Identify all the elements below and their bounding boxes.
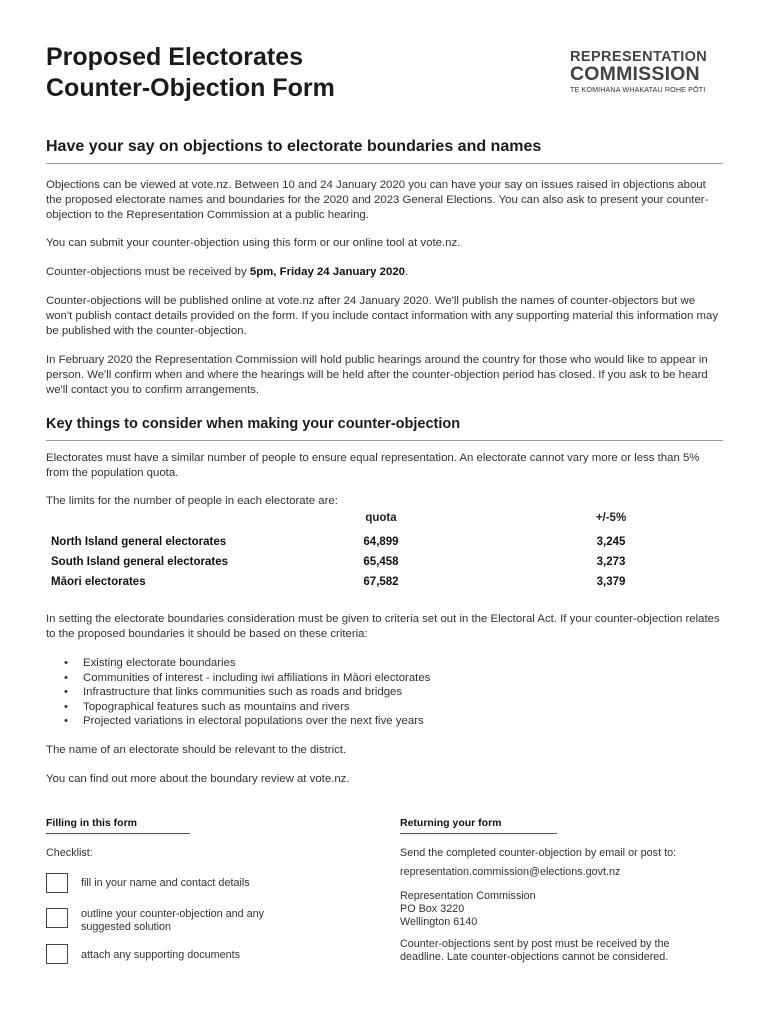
- address-line-2: PO Box 3220: [400, 903, 465, 916]
- electorate-quota: 65,458: [363, 556, 399, 568]
- publication-paragraph: Counter-objections will be published online at vote.nz after 24 January 2020. We'll publish the names of counter-objectors but we won't publish contact details provided on the form. If you include contact information with any supporting material this information may be published with the counter-objection.: [46, 295, 719, 337]
- logo-line-3: TE KOMIHANA WHAKATAU ROHE PŌTI: [570, 85, 706, 94]
- page-title: [46, 42, 466, 104]
- commission-email-link[interactable]: representation.commission@elections.govt.nz: [400, 866, 621, 878]
- list-item: • Communities of interest - including iwi affiliations in Māori electorates: [64, 671, 430, 686]
- title-line-2: Counter-Objection Form: [46, 74, 335, 102]
- electorate-name: South Island general electorates: [51, 556, 229, 568]
- section-heading-have-your-say: Have your say on objections to electorate boundaries and names: [46, 138, 723, 164]
- returning-heading: Returning your form: [400, 817, 557, 834]
- address-line-3: Wellington 6140: [400, 916, 478, 929]
- representation-commission-logo: [570, 50, 720, 94]
- deadline-suffix: .: [405, 266, 409, 278]
- deadline-date: 5pm, Friday 24 January 2020: [249, 266, 406, 278]
- counter-objection-checkbox[interactable]: [46, 908, 68, 928]
- list-item: • Infrastructure that links communities such as roads and bridges: [64, 685, 430, 700]
- limits-paragraph: The limits for the number of people in each electorate are:: [46, 495, 338, 507]
- criteria-list: [64, 656, 430, 729]
- section-heading-key-things: Key things to consider when making your counter-objection: [46, 415, 723, 441]
- logo-line-2: COMMISSION: [570, 63, 700, 85]
- electorate-variance: 3,379: [596, 576, 626, 588]
- list-item: • Topographical features such as mountains and rivers: [64, 700, 430, 715]
- logo-line-1: REPRESENTATION: [570, 49, 708, 65]
- contact-details-checkbox[interactable]: [46, 873, 68, 893]
- returning-intro: Send the completed counter-objection by email or post to:: [400, 847, 677, 859]
- electorate-name: Māori electorates: [51, 576, 146, 588]
- variance-column-header: +/-5%: [595, 512, 627, 524]
- address-line-1: Representation Commission: [400, 890, 536, 902]
- quota-table-header: [46, 512, 686, 536]
- checklist-item-label: outline your counter-objection and any suggested solution: [81, 908, 265, 933]
- checklist-label: Checklist:: [46, 847, 93, 859]
- list-item: • Projected variations in electoral populations over the next five years: [64, 714, 430, 729]
- hearings-paragraph: In February 2020 the Representation Commission will hold public hearings around the country for those who would like to appear in person. We'll confirm when and where the hearings will be held after the counter-objection period has closed. If you ask to be heard we'll contact you to confirm arrangements.: [46, 354, 708, 396]
- find-out-more-paragraph: You can find out more about the boundary review at vote.nz.: [46, 773, 350, 785]
- deadline-prefix: Counter-objections must be received by: [46, 266, 250, 278]
- checklist-item-label: fill in your name and contact details: [81, 877, 250, 889]
- electorate-name-paragraph: The name of an electorate should be relevant to the district.: [46, 744, 347, 756]
- criteria-intro-paragraph: In setting the electorate boundaries consideration must be given to criteria set out in the Electoral Act. If your counter-objection relates to the proposed boundaries it should be based on these criteria:: [46, 613, 720, 640]
- quota-table: [46, 512, 686, 596]
- table-row: [46, 556, 686, 576]
- electorate-quota: 64,899: [363, 536, 399, 548]
- table-row: [46, 536, 686, 556]
- filling-heading: Filling in this form: [46, 817, 190, 834]
- deadline-paragraph: [46, 265, 723, 280]
- title-line-1: Proposed Electorates: [46, 43, 304, 71]
- quota-column-header: quota: [365, 512, 397, 524]
- intro-paragraph: Objections can be viewed at vote.nz. Between 10 and 24 January 2020 you can have your say on issues raised in objections about the proposed electorate names and boundaries for the 2020 and 2023 General Elections. You can also ask to present your counter-objection to the Representation Commission at a public hearing.: [46, 179, 709, 221]
- checklist-item-label: attach any supporting documents: [81, 949, 241, 961]
- late-submission-note: Counter-objections sent by post must be received by the deadline. Late counter-objections cannot be considered.: [400, 938, 670, 964]
- table-row: [46, 576, 686, 596]
- list-item: • Existing electorate boundaries: [64, 656, 430, 671]
- electorate-variance: 3,245: [596, 536, 626, 548]
- electorate-variance: 3,273: [596, 556, 626, 568]
- supporting-documents-checkbox[interactable]: [46, 944, 68, 964]
- electorate-quota: 67,582: [363, 576, 399, 588]
- electorate-name: North Island general electorates: [51, 536, 227, 548]
- submit-paragraph: You can submit your counter-objection using this form or our online tool at vote.nz.: [46, 237, 461, 249]
- postal-address: [400, 890, 730, 930]
- equal-representation-paragraph: Electorates must have a similar number of people to ensure equal representation. An electorate cannot vary more or less than 5% from the population quota.: [46, 452, 700, 479]
